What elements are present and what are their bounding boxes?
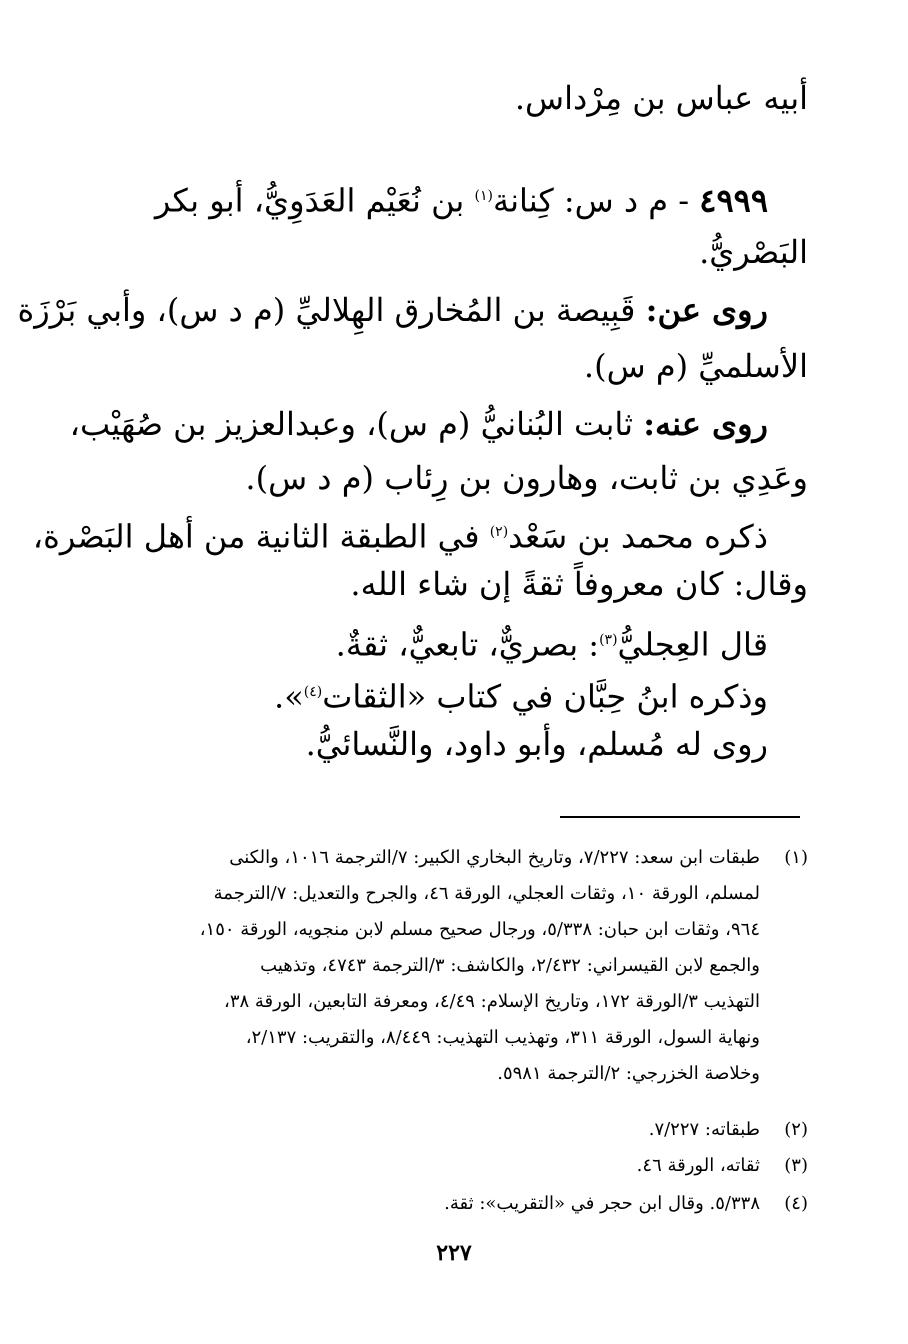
footnote-1-line2: لمسلم، الورقة ١٠، وثقات العجلي، الورقة ٤٦، والجرح والتعديل: ٧/الترجمة (213, 883, 760, 904)
footnote-1-line1 (105, 842, 808, 874)
ijli-text-a: قال العِجليُّ (617, 625, 768, 664)
ijli-line (336, 620, 768, 665)
footnote-3 (105, 1150, 808, 1182)
entry-number: ٤٩٩٩ (699, 181, 768, 220)
footnote-separator (560, 816, 800, 818)
riwa-anhu-text1: ثابت البُنانيُّ (م س)، وعبدالعزيز بن صُهَيْب، (69, 405, 634, 443)
riwa-an-label: روى عن: (645, 291, 768, 329)
footnote-mark-3: (٣) (599, 632, 618, 648)
footnote-1-line3: ٩٦٤، وثقات ابن حبان: ٥/٣٣٨، ورجال صحيح مسلم لابن منجويه، الورقة ١٥٠، (199, 919, 760, 940)
riwa-an-line1 (17, 290, 768, 330)
hibban-line (274, 672, 768, 717)
entry-name-a: كِنانة (492, 181, 554, 220)
dhikr-text-a: ذكره محمد بن سَعْد (508, 517, 768, 556)
footnote-mark-1: (١) (474, 188, 493, 204)
hibban-text-b: ». (274, 677, 304, 716)
footnote-1-line5: التهذيب ٣/الورقة ١٧٢، وتاريخ الإسلام: ٤/٤٩، ومعرفة التابعين، الورقة ٣٨، (224, 991, 760, 1012)
hibban-text-a: وذكره ابنُ حِبَّان في كتاب «الثقات (322, 677, 768, 716)
footnote-1-line4: والجمع لابن القيسراني: ٢/٤٣٢، والكاشف: ٣/الترجمة ٤٧٤٣، وتذهيب (260, 955, 760, 976)
entry-heading (155, 176, 768, 221)
dhikr-line2: وقال: كان معروفاً ثقةً إن شاء الله. (350, 565, 808, 603)
top-line: أبيه عباس بن مِرْداس. (514, 79, 808, 117)
riwa-anhu-line1 (70, 404, 768, 444)
footnote-2-number: (٢) (784, 1119, 808, 1140)
footnote-1-line7: وخلاصة الخزرجي: ٢/الترجمة ٥٩٨١. (497, 1063, 760, 1084)
page-number: ٢٢٧ (436, 1240, 472, 1266)
dhikr-line1 (33, 512, 768, 557)
footnote-1-line6: ونهاية السول، الورقة ٣١١، وتهذيب التهذيب: ٨/٤٤٩، والتقريب: ٢/١٣٧، (245, 1027, 760, 1048)
dhikr-text-b: في الطبقة الثانية من أهل البَصْرة، (32, 517, 480, 556)
footnote-3-text: ثقاته، الورقة ٤٦. (636, 1155, 760, 1176)
riwa-anhu-label: روى عنه: (643, 405, 768, 443)
riwa-an-text1: قَبِيصة بن المُخارق الهِلاليِّ (م د س)، وأبي بَرْزَة (17, 291, 636, 329)
footnote-4-text: ٥/٣٣٨. وقال ابن حجر في «التقريب»: ثقة. (444, 1193, 760, 1214)
footnote-2 (105, 1114, 808, 1146)
entry-name-b: بن نُعَيْم العَدَوِيُّ، أبو بكر (154, 181, 465, 220)
footnote-4 (105, 1188, 808, 1220)
footnote-1-text: طبقات ابن سعد: ٧/٢٢٧، وتاريخ البخاري الكبير: ٧/الترجمة ١٠١٦، والكنى (229, 847, 760, 868)
footnote-3-number: (٣) (784, 1155, 808, 1176)
ijli-text-b: : بصريٌّ، تابعيٌّ، ثقةٌ. (335, 625, 600, 664)
riwa-lahu-line: روى له مُسلم، وأبو داود، والنَّسائيُّ. (305, 725, 768, 763)
riwa-an-line2: الأسلميِّ (م س). (583, 347, 808, 385)
footnote-mark-2: (٢) (489, 524, 509, 540)
entry-name-c: البَصْريُّ. (699, 233, 808, 271)
entry-codes: - م د س: (563, 181, 690, 220)
footnote-mark-4: (٤) (303, 684, 323, 700)
footnote-1-number: (١) (784, 847, 808, 868)
riwa-anhu-line2: وعَدِي بن ثابت، وهارون بن رِئاب (م د س). (245, 459, 808, 497)
footnote-4-number: (٤) (784, 1193, 808, 1214)
footnote-2-text: طبقاته: ٧/٢٢٧. (648, 1119, 760, 1140)
